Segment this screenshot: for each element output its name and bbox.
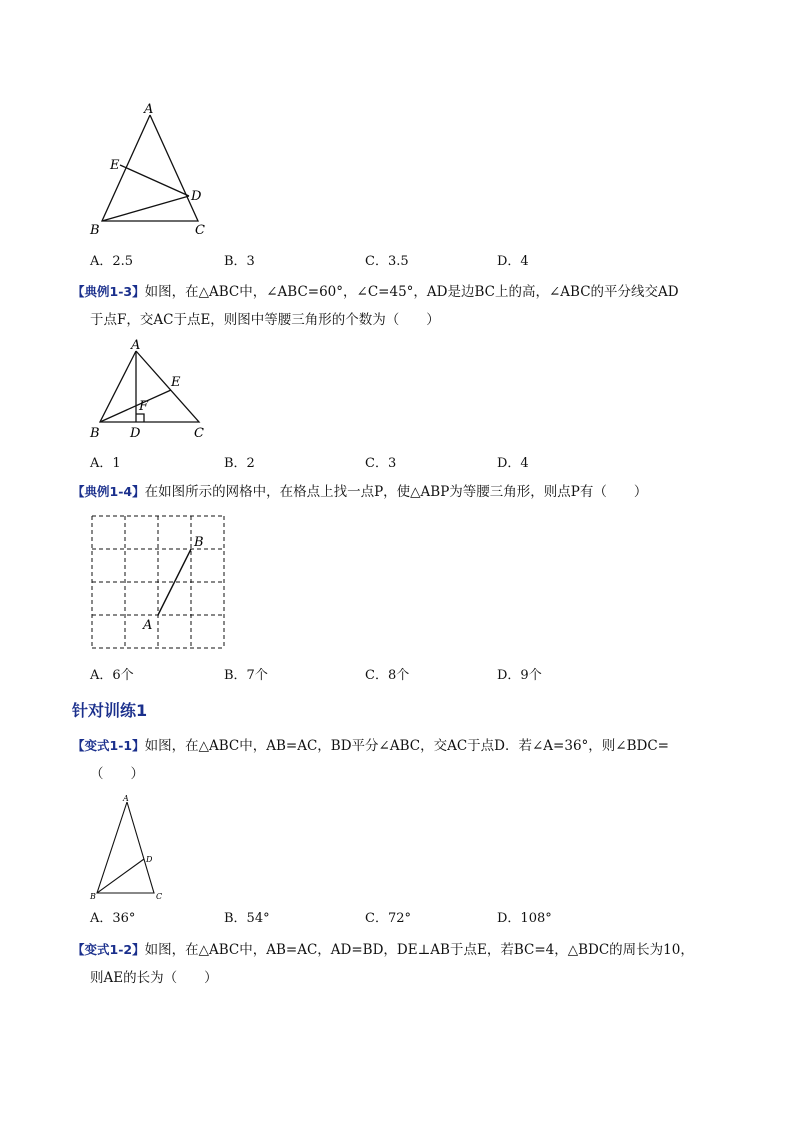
fig1-label-e: E — [110, 158, 120, 173]
fig1-label-d: D — [191, 189, 202, 204]
option-d[interactable]: D．9个 — [497, 668, 542, 683]
fig4-label-d: D — [146, 855, 153, 864]
fig2-label-e: E — [171, 375, 181, 390]
question-tag: 【典例1-4】 — [72, 484, 145, 499]
fig2-label-a: A — [131, 338, 141, 353]
fig2-label-b: B — [90, 426, 100, 441]
option-b[interactable]: B．2 — [224, 456, 255, 471]
option-a[interactable]: A．36° — [90, 911, 136, 926]
question-1-4 — [72, 478, 647, 506]
question-tag: 【变式1-1】 — [72, 738, 145, 753]
fig4-label-c: C — [156, 892, 163, 901]
question-text-line1: 如图，在△ABC中，∠ABC=60°，∠C=45°，AD是边BC上的高，∠ABC的平分线交AD — [144, 284, 679, 300]
question-text-line2: （ ） — [90, 766, 144, 782]
option-b[interactable]: B．54° — [224, 911, 270, 926]
question-tag: 【典例1-3】 — [72, 284, 145, 299]
options-prev-question — [90, 250, 690, 272]
question-text-line1: 如图，在△ABC中，AB=AC，AD=BD，DE⊥AB于点E，若BC=4，△BDC的周长为10， — [144, 942, 694, 958]
option-c[interactable]: C．3 — [365, 456, 397, 471]
question-1-3 — [72, 278, 679, 334]
figure-triangle-abc-ed — [80, 95, 220, 240]
question-tag: 【变式1-2】 — [72, 942, 145, 957]
fig4-label-b: B — [90, 892, 96, 901]
fig2-label-f: F — [139, 399, 149, 414]
option-b[interactable]: B．3 — [224, 254, 255, 269]
question-text-line2: 于点F，交AC于点E，则图中等腰三角形的个数为（ ） — [90, 312, 440, 328]
figure-isosceles-triangle-bd — [85, 790, 175, 905]
variant-1-2 — [72, 936, 694, 992]
fig3-label-b: B — [194, 535, 204, 550]
section-heading: 针对训练1 — [72, 701, 148, 720]
figure-grid-ab — [85, 510, 235, 655]
option-d[interactable]: D．4 — [497, 456, 529, 471]
fig2-label-d: D — [130, 426, 141, 441]
fig1-label-c: C — [195, 223, 205, 238]
fig1-label-a: A — [144, 102, 154, 117]
options-question-1-3 — [90, 452, 690, 474]
option-c[interactable]: C．72° — [365, 911, 411, 926]
options-variant-1-1 — [90, 907, 690, 929]
option-d[interactable]: D．108° — [497, 911, 552, 926]
fig4-label-a: A — [123, 794, 129, 803]
option-b[interactable]: B．7个 — [224, 668, 268, 683]
fig2-label-c: C — [194, 426, 204, 441]
option-a[interactable]: A．6个 — [90, 668, 134, 683]
fig3-label-a: A — [143, 618, 153, 633]
option-c[interactable]: C．3.5 — [365, 254, 409, 269]
option-a[interactable]: A．1 — [90, 456, 121, 471]
option-a[interactable]: A．2.5 — [90, 254, 134, 269]
question-text-line1: 在如图所示的网格中，在格点上找一点P，使△ABP为等腰三角形，则点P有（ ） — [144, 484, 648, 500]
option-d[interactable]: D．4 — [497, 254, 529, 269]
question-text-line2: 则AE的长为（ ） — [90, 970, 218, 986]
options-question-1-4 — [90, 664, 690, 686]
fig1-label-b: B — [90, 223, 100, 238]
figure-triangle-altitude-bisector — [85, 338, 225, 443]
variant-1-1 — [72, 732, 669, 788]
question-text-line1: 如图，在△ABC中，AB=AC，BD平分∠ABC，交AC于点D．若∠A=36°，则∠BDC= — [144, 738, 669, 754]
option-c[interactable]: C．8个 — [365, 668, 410, 683]
